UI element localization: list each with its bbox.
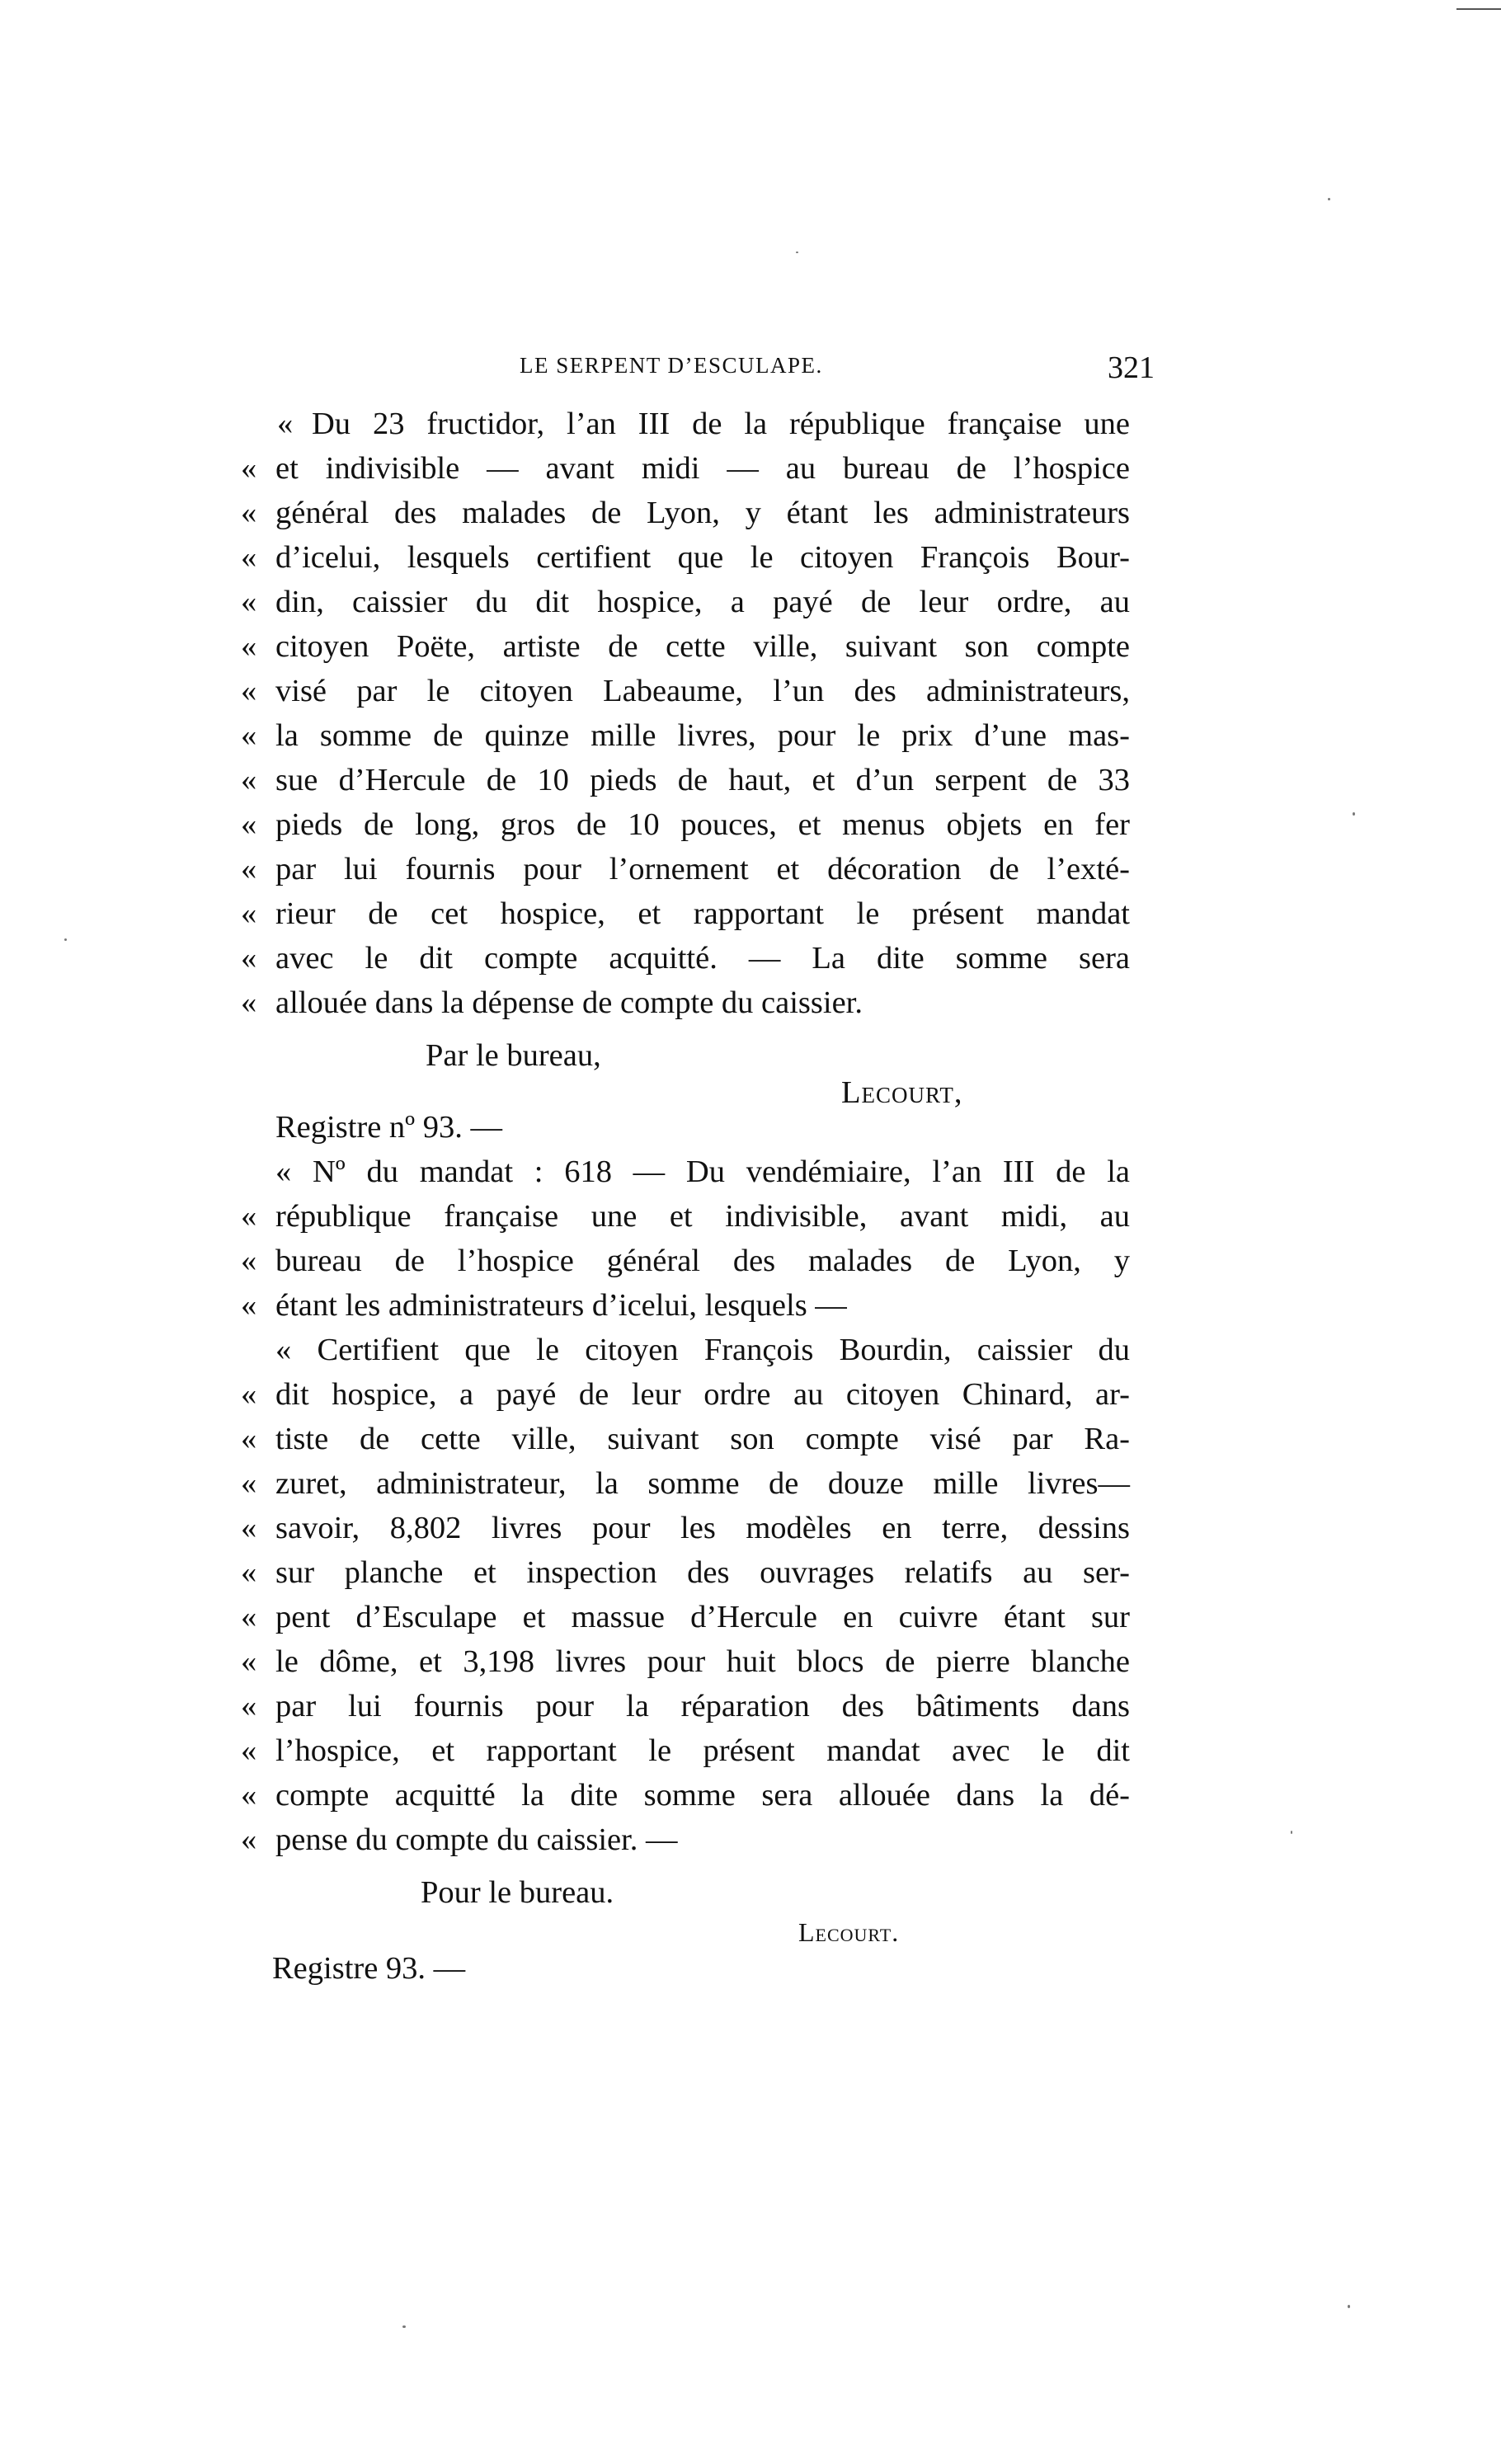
text-line xyxy=(0,847,1501,891)
signature-by: Par le bureau, xyxy=(426,1038,601,1073)
register-number: Registre 93. — xyxy=(272,1951,466,1986)
guillemet: « xyxy=(241,629,257,664)
signature-by: Pour le bureau. xyxy=(421,1875,614,1910)
text-line xyxy=(0,980,1501,1025)
running-title: LE SERPENT D’ESCULAPE. xyxy=(520,353,823,378)
scan-speck xyxy=(1291,1831,1292,1834)
text-line xyxy=(0,936,1501,980)
line-text: dit hospice, a payé de leur ordre au citoyen Chinard, ar- xyxy=(275,1377,1130,1412)
text-line xyxy=(0,1328,1501,1372)
line-text: avec le dit compte acquitté. — La dite somme sera xyxy=(275,941,1130,976)
line-text: zuret, administrateur, la somme de douze mille livres— xyxy=(275,1466,1130,1501)
text-line xyxy=(0,446,1501,491)
line-text: étant les administrateurs d’icelui, lesquels — xyxy=(275,1288,847,1323)
text-line xyxy=(0,1550,1501,1595)
text-line xyxy=(0,1506,1501,1550)
text-line xyxy=(0,1773,1501,1817)
guillemet: « xyxy=(241,496,257,530)
guillemet: « xyxy=(241,540,257,575)
text-line xyxy=(0,535,1501,580)
line-text: compte acquitté la dite somme sera allouée dans la dé- xyxy=(275,1778,1130,1813)
guillemet: « xyxy=(241,896,257,931)
guillemet: « xyxy=(241,1778,257,1813)
line-text: din, caissier du dit hospice, a payé de leur ordre, au xyxy=(275,585,1130,619)
page-number: 321 xyxy=(1108,350,1155,385)
guillemet: « xyxy=(241,985,257,1020)
line-text: sur planche et inspection des ouvrages relatifs au ser- xyxy=(275,1555,1130,1590)
text-line xyxy=(0,491,1501,535)
line-text: visé par le citoyen Labeaume, l’un des administrateurs, xyxy=(275,674,1130,708)
line-text: allouée dans la dépense de compte du caissier. xyxy=(275,985,863,1020)
line-text: général des malades de Lyon, y étant les administrateurs xyxy=(275,496,1130,530)
guillemet: « xyxy=(241,1511,257,1545)
corner-rule xyxy=(1456,8,1501,10)
text-line xyxy=(0,1461,1501,1506)
text-line xyxy=(0,624,1501,669)
text-line xyxy=(0,402,1501,446)
line-text: « Certifient que le citoyen François Bourdin, caissier du xyxy=(275,1333,1130,1367)
line-text: d’icelui, lesquels certifient que le citoyen François Bour- xyxy=(275,540,1130,575)
line-text: « Nº du mandat : 618 — Du vendémiaire, l’an III de la xyxy=(275,1154,1130,1189)
line-text: sue d’Hercule de 10 pieds de haut, et d’un serpent de 33 xyxy=(275,763,1130,797)
guillemet: « xyxy=(241,852,257,886)
line-text: la somme de quinze mille livres, pour le prix d’une mas- xyxy=(275,718,1130,753)
scan-speck xyxy=(1348,2305,1350,2308)
guillemet: « xyxy=(241,941,257,976)
line-text: tiste de cette ville, suivant son compte visé par Ra- xyxy=(275,1422,1130,1456)
guillemet: « xyxy=(277,407,294,441)
guillemet: « xyxy=(241,1822,257,1857)
guillemet: « xyxy=(241,1644,257,1679)
register-number: Registre nº 93. — xyxy=(275,1110,502,1145)
text-line xyxy=(0,713,1501,758)
guillemet: « xyxy=(241,1733,257,1768)
scan-speck xyxy=(1353,812,1355,816)
line-text: pense du compte du caissier. — xyxy=(275,1822,678,1857)
running-head xyxy=(520,350,1155,386)
text-line xyxy=(0,758,1501,802)
guillemet: « xyxy=(241,1555,257,1590)
text-line xyxy=(0,669,1501,713)
text-line xyxy=(0,580,1501,624)
scan-speck xyxy=(796,252,798,253)
text-line xyxy=(0,1595,1501,1639)
guillemet: « xyxy=(241,1244,257,1278)
line-text: bureau de l’hospice général des malades de Lyon, y xyxy=(275,1244,1130,1278)
guillemet: « xyxy=(241,585,257,619)
line-text: le dôme, et 3,198 livres pour huit blocs de pierre blanche xyxy=(275,1644,1130,1679)
line-text: pent d’Esculape et massue d’Hercule en cuivre étant sur xyxy=(275,1600,1130,1634)
line-text: citoyen Poëte, artiste de cette ville, suivant son compte xyxy=(275,629,1130,664)
guillemet: « xyxy=(241,1689,257,1723)
line-text: Du 23 fructidor, l’an III de la république française une xyxy=(312,407,1130,441)
line-text: et indivisible — avant midi — au bureau de l’hospice xyxy=(275,451,1130,486)
guillemet: « xyxy=(241,674,257,708)
text-line xyxy=(0,1150,1501,1194)
text-line xyxy=(0,1239,1501,1283)
text-line xyxy=(0,1372,1501,1417)
signature-name: Lecourt. xyxy=(798,1917,900,1947)
line-text: république française une et indivisible, avant midi, au xyxy=(275,1199,1130,1234)
scan-speck xyxy=(1328,198,1330,200)
text-line xyxy=(0,1194,1501,1239)
guillemet: « xyxy=(241,807,257,842)
line-text: rieur de cet hospice, et rapportant le présent mandat xyxy=(275,896,1130,931)
text-line xyxy=(0,1684,1501,1728)
line-text: par lui fournis pour la réparation des bâtiments dans xyxy=(275,1689,1130,1723)
text-line xyxy=(0,891,1501,936)
guillemet: « xyxy=(241,1422,257,1456)
guillemet: « xyxy=(241,1466,257,1501)
line-text: pieds de long, gros de 10 pouces, et menus objets en fer xyxy=(275,807,1130,842)
text-line xyxy=(0,802,1501,847)
signature-name: Lecourt, xyxy=(841,1075,963,1110)
guillemet: « xyxy=(241,763,257,797)
text-line xyxy=(0,1283,1501,1328)
guillemet: « xyxy=(241,451,257,486)
guillemet: « xyxy=(241,718,257,753)
guillemet: « xyxy=(241,1600,257,1634)
scan-speck xyxy=(402,2325,406,2328)
scan-speck xyxy=(64,938,67,941)
text-line xyxy=(0,1817,1501,1862)
line-text: l’hospice, et rapportant le présent mandat avec le dit xyxy=(275,1733,1130,1768)
line-text: savoir, 8,802 livres pour les modèles en terre, dessins xyxy=(275,1511,1130,1545)
guillemet: « xyxy=(241,1288,257,1323)
line-text: par lui fournis pour l’ornement et décoration de l’exté- xyxy=(275,852,1130,886)
guillemet: « xyxy=(241,1377,257,1412)
text-line xyxy=(0,1417,1501,1461)
text-line xyxy=(0,1728,1501,1773)
text-line xyxy=(0,1639,1501,1684)
guillemet: « xyxy=(241,1199,257,1234)
